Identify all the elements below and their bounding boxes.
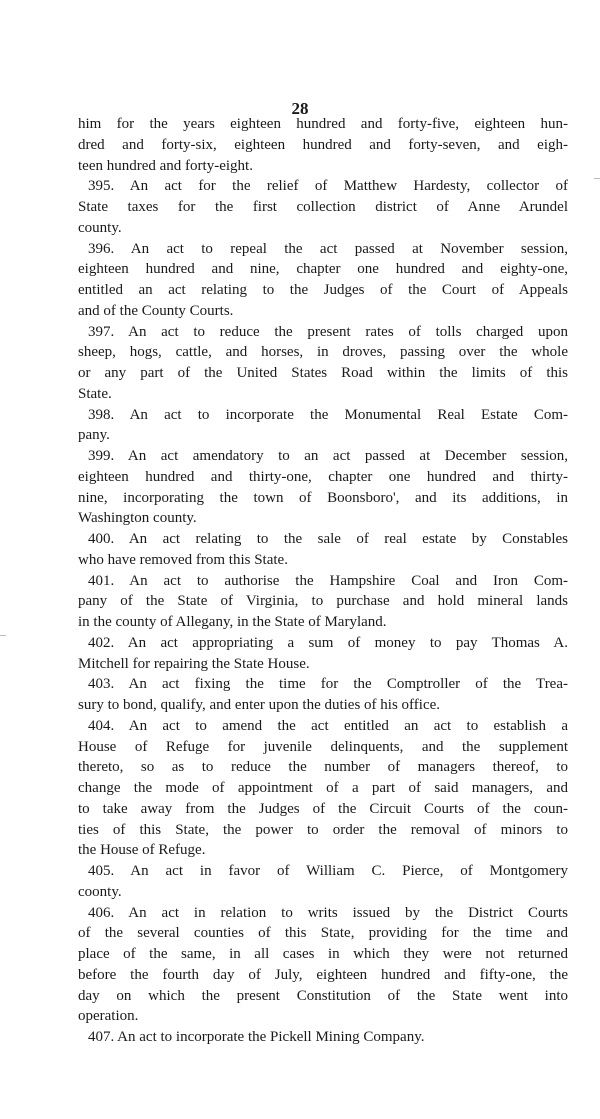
text-line: 404. An act to amend the act entitled an act to establish a xyxy=(88,717,568,734)
text-line: State taxes for the first collection district of Anne Arundel xyxy=(78,199,568,215)
text-line: who have removed from this State. xyxy=(78,551,288,568)
act-entry xyxy=(78,674,568,716)
text-line: teen hundred and forty-eight. xyxy=(78,157,253,174)
act-entry xyxy=(78,322,568,405)
text-line: 402. An act appropriating a sum of money to pay Thomas A. xyxy=(88,634,568,651)
text-line: of the several counties of this State, providing for the time and xyxy=(78,925,568,942)
act-entry xyxy=(78,446,568,529)
text-line: Mitchell for repairing the State House. xyxy=(78,655,310,672)
text-line: thereto, so as to reduce the number of managers thereof, to xyxy=(78,759,568,776)
page-number: 28 xyxy=(291,99,309,118)
text-line: eighteen hundred and thirty-one, chapter one hundred and thirty- xyxy=(78,468,568,485)
text-line: sury to bond, qualify, and enter upon the duties of his office. xyxy=(78,697,441,713)
text-line: State. xyxy=(78,385,112,402)
act-entry xyxy=(78,405,568,447)
text-line: operation. xyxy=(78,1008,139,1025)
margin-mark xyxy=(0,635,6,636)
act-entry xyxy=(78,529,568,571)
text-line: 401. An act to authorise the Hampshire Coal and Iron Com- xyxy=(88,572,568,589)
text-line: 405. An act in favor of William C. Pierce, of Montgomery xyxy=(88,863,568,879)
continued-paragraph xyxy=(78,114,568,176)
text-line: pany of the State of Virginia, to purchase and hold mineral lands xyxy=(78,593,568,610)
text-line: 397. An act to reduce the present rates of tolls charged upon xyxy=(88,323,568,340)
act-entry xyxy=(78,903,568,1028)
text-line: nine, incorporating the town of Boonsboro', and its additions, in xyxy=(78,489,568,506)
text-line: before the fourth day of July, eighteen hundred and fifty-one, the xyxy=(78,966,568,983)
text-line: county. xyxy=(78,219,122,236)
text-line: 400. An act relating to the sale of real estate by Constables xyxy=(88,531,568,547)
text-line: 396. An act to repeal the act passed at November session, xyxy=(88,240,568,257)
text-line: the House of Refuge. xyxy=(78,842,206,859)
text-line: 406. An act in relation to writs issued by the District Courts xyxy=(88,904,568,921)
act-entry xyxy=(78,716,568,861)
document-body xyxy=(78,114,568,1048)
text-line: dred and forty-six, eighteen hundred and forty-seven, and eigh- xyxy=(78,136,568,153)
text-line: him for the years eighteen hundred and forty-five, eighteen hun- xyxy=(78,116,568,132)
text-line: entitled an act relating to the Judges of the Court of Appeals xyxy=(78,282,568,298)
act-entry xyxy=(78,861,568,903)
text-line: House of Refuge for juvenile delinquents, and the supplement xyxy=(78,738,568,755)
text-line: sheep, hogs, cattle, and horses, in droves, passing over the whole xyxy=(78,344,568,361)
text-line: pany. xyxy=(78,427,110,444)
act-entry xyxy=(78,239,568,322)
text-line: in the county of Allegany, in the State of Maryland. xyxy=(78,614,387,630)
margin-mark xyxy=(594,178,600,179)
text-line: 395. An act for the relief of Matthew Hardesty, collector of xyxy=(88,178,568,195)
text-line: ties of this State, the power to order the removal of minors to xyxy=(78,821,568,838)
text-line: and of the County Courts. xyxy=(78,302,234,319)
text-line: day on which the present Constitution of the State went into xyxy=(78,987,568,1004)
act-entry xyxy=(78,571,568,633)
text-line: 403. An act fixing the time for the Comptroller of the Trea- xyxy=(88,676,568,693)
act-entry xyxy=(78,1027,568,1048)
text-line: change the mode of appointment of a part of said managers, and xyxy=(78,780,568,796)
text-line: coonty. xyxy=(78,883,122,900)
text-line: eighteen hundred and nine, chapter one hundred and eighty-one, xyxy=(78,261,568,278)
text-line: or any part of the United States Road within the limits of this xyxy=(78,365,568,381)
act-entry xyxy=(78,176,568,238)
text-line: Washington county. xyxy=(78,510,197,527)
text-line: to take away from the Judges of the Circuit Courts of the coun- xyxy=(78,800,568,817)
act-entry xyxy=(78,633,568,675)
text-line: 407. An act to incorporate the Pickell Mining Company. xyxy=(88,1029,425,1045)
text-line: 399. An act amendatory to an act passed at December session, xyxy=(88,448,568,464)
text-line: 398. An act to incorporate the Monumental Real Estate Com- xyxy=(88,406,568,423)
text-line: place of the same, in all cases in which they were not returned xyxy=(78,946,568,962)
